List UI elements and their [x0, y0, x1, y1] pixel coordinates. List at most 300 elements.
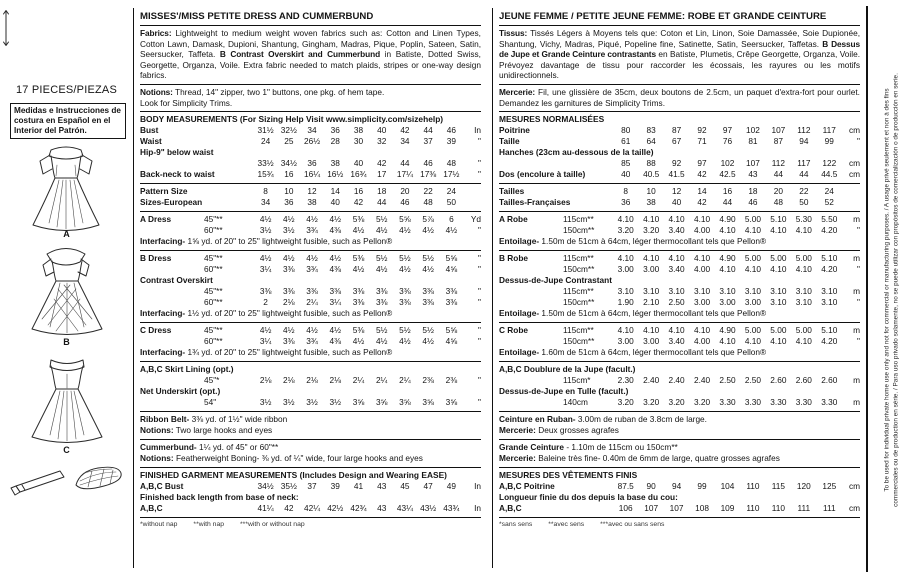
cell-value: 34: [400, 136, 410, 147]
cell-value: 120: [796, 481, 811, 492]
cell-value: 4½: [445, 225, 458, 236]
cell-value: 48: [423, 197, 433, 208]
cell-value: 99: [824, 136, 834, 147]
measurement-table: [499, 251, 860, 323]
cell-value: 42: [353, 197, 364, 208]
table-row: [499, 325, 860, 336]
cell-value: 34½: [257, 481, 274, 492]
cell-value: 42: [377, 158, 387, 169]
cell-value: 112: [771, 158, 785, 169]
cell-value: 112: [797, 125, 811, 136]
cell-value: 5.00: [770, 253, 787, 264]
cell-value: 4½: [329, 253, 342, 264]
cell-value: 43: [377, 503, 387, 514]
paragraph: [140, 26, 481, 85]
pieces-count: 17 PIECES/PIEZAS: [15, 84, 118, 96]
measurement-table: [499, 323, 860, 362]
cell-value: 106: [618, 503, 633, 514]
table-row: [140, 147, 481, 158]
cell-value: 38: [307, 197, 317, 208]
measurement-table: [499, 112, 860, 184]
note-row: [140, 442, 481, 453]
cell-value: 4.90: [719, 325, 736, 336]
cell-value: 87: [773, 136, 783, 147]
cell-value: 36: [330, 125, 340, 136]
cell-value: 3.20: [617, 397, 634, 408]
table-heading: MESURES NORMALISÉES: [499, 114, 605, 125]
table-row: [499, 214, 860, 225]
row-sublabel: 150cm**: [563, 336, 595, 347]
table-heading: MESURES DES VÊTEMENTS FINIS: [499, 470, 638, 481]
table-row: [140, 503, 481, 514]
footnote-item: *sans sens: [499, 521, 533, 529]
note-row: [499, 425, 860, 436]
row-label: Hanches (23cm au-dessous de la taille): [499, 147, 654, 158]
table-row: [499, 136, 860, 147]
legal-vertical-note: [868, 0, 915, 580]
measurement-table: [140, 362, 481, 412]
french-column: [492, 8, 864, 568]
cell-value: 14: [330, 186, 340, 197]
cell-value: 24: [824, 186, 834, 197]
cell-value: 40: [377, 125, 387, 136]
unit-label: cm: [848, 125, 860, 136]
paragraph-line: Fabrics: Lightweight to medium weight woven fabrics such as: Cotton and Linen Types, Cotton Lawn, Damask, Dupioni, Shantung, Gingham, Madras, Pique, Poplin, Sateen, Satin, Seersucker, Taffeta. B Contrast Overskirt and Cummerbund in Batiste, Dotted Swiss, Georgette, Organza, Voile. Extra fabric needed to match plaids, stripes or one-way design fabrics.: [140, 28, 481, 81]
cell-value: 125: [822, 481, 837, 492]
cell-value: 2.60: [795, 375, 812, 386]
cell-value: 5.00: [795, 253, 812, 264]
cell-value: 38: [646, 197, 656, 208]
cell-value: 94: [799, 136, 809, 147]
cell-value: 2.60: [821, 375, 838, 386]
cell-value: 16½: [327, 169, 344, 180]
cell-value: 3⅜: [329, 286, 342, 297]
legal-line-2: commerciales ou de production en série. / Para uso privado solamente, no se puede utilizar con propósitos de comercialización o de producción en serie.: [891, 73, 899, 507]
row-label: Sizes-European: [140, 197, 203, 208]
view-label-b: B: [63, 337, 70, 347]
cell-value: 43½: [420, 503, 437, 514]
cell-value: 3.10: [668, 286, 685, 297]
cell-value: 2⅛: [259, 375, 272, 386]
sidebar: [0, 0, 133, 580]
cell-value: 28: [330, 136, 340, 147]
table-row: [499, 492, 860, 503]
cell-value: 3.00: [617, 336, 634, 347]
table-row: [499, 386, 860, 397]
unit-label: cm: [848, 169, 860, 180]
cell-value: 5⅜: [352, 325, 365, 336]
note-lead: Mercerie:: [499, 425, 536, 436]
cell-value: 3¼: [329, 297, 342, 308]
cell-value: 3⅜: [445, 297, 458, 308]
cell-value: 3½: [306, 397, 318, 408]
note-lead: Ribbon Belt-: [140, 414, 190, 425]
cell-value: 34: [260, 197, 271, 208]
cell-value: 5.10: [821, 325, 838, 336]
cell-value: 22: [423, 186, 433, 197]
cell-value: 38: [330, 158, 340, 169]
cell-value: 80: [621, 125, 631, 136]
row-label: Waist: [140, 136, 162, 147]
cell-value: 2⅛: [329, 375, 342, 386]
cell-value: 4.10: [617, 214, 634, 225]
cell-value: 6: [449, 214, 454, 225]
row-label: Bust: [140, 125, 159, 136]
paragraph-line: Mercerie: Fil, une glissière de 35cm, deux boutons de 2.5cm, un paquet d'extra-fort pour ourlet. Demandez les garnitures de Simplicity Trims.: [499, 86, 860, 108]
row-label: Back-neck to waist: [140, 169, 215, 180]
cell-value: 107: [644, 503, 659, 514]
row-label: C Dress: [140, 325, 172, 336]
table-row: [499, 264, 860, 275]
row-label: Dessus-de-Jupe en Tulle (facult.): [499, 386, 629, 397]
cell-value: 71: [697, 136, 707, 147]
cell-value: 3⅜: [445, 286, 458, 297]
measurement-table: [499, 468, 860, 518]
cell-value: 122: [822, 158, 837, 169]
cell-value: 16: [284, 169, 294, 180]
cell-value: 5.00: [744, 253, 762, 264]
cell-value: 40: [330, 197, 340, 208]
table-row: [140, 214, 481, 225]
cell-value: 3.10: [719, 286, 736, 297]
table-row: [140, 169, 481, 180]
unit-label: ": [478, 286, 481, 297]
cell-value: 4.10: [643, 214, 660, 225]
cell-value: 1.90: [617, 297, 634, 308]
cell-value: 17⅜: [420, 169, 437, 180]
cell-value: 5.10: [770, 214, 787, 225]
table-row: [140, 325, 481, 336]
cell-value: 92: [697, 125, 707, 136]
cell-value: 5.00: [770, 325, 787, 336]
cell-value: 31½: [257, 125, 274, 136]
cell-value: 3¼: [259, 264, 272, 275]
cell-value: 4⅜: [329, 336, 342, 347]
cell-value: 3⅜: [375, 286, 388, 297]
cell-value: 4.20: [821, 225, 838, 236]
cell-value: 42¾: [350, 503, 367, 514]
cell-value: 41: [353, 481, 364, 492]
cell-value: 26½: [303, 136, 321, 147]
cell-value: 2.50: [744, 375, 762, 386]
cell-value: 3.30: [744, 397, 762, 408]
cell-value: 44: [799, 169, 809, 180]
cell-value: 4½: [329, 214, 342, 225]
row-sublabel: 45"**: [204, 325, 223, 336]
row-sublabel: 54": [204, 397, 217, 408]
table-row: [499, 169, 860, 180]
footnote-item: **avec sens: [548, 521, 585, 529]
cell-value: 2.50: [719, 375, 736, 386]
cell-value: 99: [697, 481, 707, 492]
table-row: [499, 481, 860, 492]
row-sublabel: 60"**: [204, 264, 223, 275]
cell-value: 4.10: [643, 325, 660, 336]
cell-value: 97: [722, 125, 733, 136]
table-row: [140, 197, 481, 208]
cell-value: 111: [797, 503, 811, 514]
cell-value: 15¾: [257, 169, 274, 180]
cell-value: 4.10: [693, 325, 711, 336]
cell-value: 18: [748, 186, 758, 197]
row-label: A Robe: [499, 214, 528, 225]
row-sublabel: 150cm**: [563, 225, 595, 236]
row-label: A,B,C Bust: [140, 481, 184, 492]
unit-label: ": [857, 264, 860, 275]
measurement-table: [140, 440, 481, 468]
measurement-table: [499, 362, 860, 412]
table-row: [499, 503, 860, 514]
cell-value: 5⅝: [445, 325, 458, 336]
row-sublabel: 140cm: [563, 397, 588, 408]
note-row: [499, 308, 860, 319]
row-sublabel: 45"**: [204, 253, 223, 264]
cell-value: 43¾: [443, 503, 460, 514]
row-sublabel: 150cm**: [563, 297, 595, 308]
measurement-table: [499, 440, 860, 468]
table-row: [140, 136, 481, 147]
cell-value: 50: [446, 197, 456, 208]
table-row: [140, 364, 481, 375]
note-lead: Entoilage-: [499, 308, 540, 319]
cell-value: 3.10: [693, 286, 711, 297]
table-row: [140, 253, 481, 264]
cell-value: 3⅜: [259, 286, 272, 297]
unit-label: Yd: [470, 214, 481, 225]
cell-value: 3.10: [795, 297, 812, 308]
cell-value: 5½: [399, 253, 411, 264]
unit-label: cm: [848, 481, 860, 492]
cell-value: 3⅜: [399, 286, 411, 297]
unit-label: m: [853, 325, 860, 336]
measurement-table: [499, 412, 860, 440]
legal-line-1: To be used for individual private home use only and not for commercial or manufacturing purposes. / A usage privé seulement et non à des fins: [882, 88, 890, 492]
cell-value: 4½: [352, 225, 365, 236]
unit-label: ": [478, 158, 481, 169]
cell-value: 3.20: [693, 397, 711, 408]
cell-value: 4.10: [795, 264, 812, 275]
footnote-item: **with nap: [193, 521, 225, 529]
cell-value: 4½: [399, 225, 411, 236]
cell-value: 2¼: [306, 297, 318, 308]
table-row: [499, 225, 860, 236]
cell-value: 35½: [280, 481, 297, 492]
row-sublabel: 60"**: [204, 297, 223, 308]
cell-value: 3.40: [668, 336, 685, 347]
cell-value: 4.10: [693, 253, 711, 264]
cell-value: 110: [746, 481, 760, 492]
table-row: [140, 375, 481, 386]
cell-value: 3½: [329, 397, 342, 408]
cell-value: 5½: [375, 214, 388, 225]
table-row: [499, 253, 860, 264]
cell-value: 110: [771, 503, 785, 514]
table-row: [499, 286, 860, 297]
table-row: [140, 297, 481, 308]
note-text: Two large hooks and eyes: [173, 425, 273, 436]
cell-value: 52: [824, 197, 834, 208]
cell-value: 42: [284, 503, 294, 514]
cell-value: 42½: [327, 503, 344, 514]
row-label: Longueur finie du dos depuis la base du cou:: [499, 492, 678, 503]
note-row: [140, 414, 481, 425]
cell-value: 39: [446, 136, 456, 147]
dress-c-illustration: [19, 351, 115, 447]
note-lead: Entoilage-: [499, 347, 540, 358]
row-sublabel: 45"**: [204, 286, 223, 297]
table-row: [499, 336, 860, 347]
cell-value: 88: [646, 158, 656, 169]
note-text: 1.50m de 51cm à 64cm, léger thermocollant tels que Pellon®: [539, 308, 767, 319]
cell-value: 20: [773, 186, 783, 197]
measurement-table: [140, 412, 481, 440]
note-row: [140, 347, 481, 358]
cell-value: 48: [446, 158, 456, 169]
cell-value: 5.00: [795, 325, 812, 336]
measurement-table: [140, 212, 481, 251]
table-row: [140, 275, 481, 286]
cell-value: 4½: [399, 336, 411, 347]
cell-value: 2⅛: [306, 375, 318, 386]
unit-label: ": [478, 225, 481, 236]
cell-value: 2.40: [693, 375, 711, 386]
cell-value: 4½: [375, 336, 388, 347]
cell-value: 3.20: [617, 225, 634, 236]
row-label: A Dress: [140, 214, 172, 225]
unit-label: m: [853, 286, 860, 297]
cell-value: 4.90: [719, 214, 736, 225]
paragraph: [140, 85, 481, 112]
cell-value: 30: [353, 136, 364, 147]
cell-value: 46: [446, 125, 456, 136]
cell-value: 4.10: [617, 253, 634, 264]
cell-value: 87.5: [617, 481, 634, 492]
note-lead: Mercerie:: [499, 453, 536, 464]
row-label: Tailles: [499, 186, 525, 197]
note-lead: Notions:: [140, 425, 174, 436]
row-label: Taille: [499, 136, 520, 147]
cell-value: 36: [307, 158, 317, 169]
column-title: JEUNE FEMME / PETITE JEUNE FEMME: ROBE ET GRANDE CEINTURE: [499, 11, 860, 26]
cell-value: 3⅜: [283, 336, 295, 347]
cell-value: 94: [671, 481, 682, 492]
row-label: A,B,C: [140, 503, 163, 514]
cell-value: 14: [697, 186, 707, 197]
paragraph: [499, 26, 860, 85]
cell-value: 3⅝: [352, 397, 365, 408]
table-row: [499, 397, 860, 408]
paragraph: [499, 85, 860, 112]
cell-value: 3⅜: [352, 297, 365, 308]
cell-value: 87: [671, 125, 682, 136]
cell-value: 4.00: [693, 336, 711, 347]
cell-value: 3⅜: [375, 297, 388, 308]
note-lead: Interfacing-: [140, 347, 186, 358]
cell-value: 42.5: [719, 169, 736, 180]
cell-value: 97: [697, 158, 707, 169]
row-sublabel: 115cm*: [563, 375, 591, 386]
note-text: 1.60m de 51cm à 64cm, léger thermocollant tels que Pellon®: [539, 347, 767, 358]
cell-value: 5.50: [821, 214, 838, 225]
cell-value: 8: [263, 186, 268, 197]
cell-value: 12: [671, 186, 682, 197]
note-text: - 1.10m de 115cm ou 150cm**: [564, 442, 678, 453]
cell-value: 2: [263, 297, 268, 308]
note-lead: Interfacing-: [140, 236, 186, 247]
cell-value: 3.30: [770, 397, 787, 408]
cell-value: 76: [722, 136, 733, 147]
cell-value: 25: [284, 136, 294, 147]
cell-value: 3.20: [643, 225, 660, 236]
cell-value: 117: [797, 158, 811, 169]
cell-value: 46: [423, 158, 433, 169]
unit-label: ": [478, 253, 481, 264]
table-row: [140, 481, 481, 492]
cell-value: 36: [284, 197, 294, 208]
cell-value: 4.10: [643, 253, 660, 264]
row-sublabel: 45"*: [204, 375, 220, 386]
cell-value: 4.10: [693, 214, 711, 225]
cell-value: 4½: [259, 253, 272, 264]
cell-value: 40: [671, 197, 682, 208]
cell-value: 4½: [259, 325, 272, 336]
table-row: [499, 147, 860, 158]
row-label: Finished back length from base of neck:: [140, 492, 299, 503]
note-lead: Ceinture en Ruban-: [499, 414, 576, 425]
cell-value: 3¾: [306, 264, 318, 275]
cell-value: 107: [669, 503, 684, 514]
cell-value: 43: [377, 481, 387, 492]
row-label: B Dress: [140, 253, 172, 264]
cell-value: 42: [697, 169, 707, 180]
unit-label: ": [857, 297, 860, 308]
cell-value: 4.10: [719, 264, 736, 275]
cell-value: 17¼: [396, 169, 414, 180]
cell-value: 4.00: [693, 225, 711, 236]
row-label: Dos (encolure à taille): [499, 169, 586, 180]
table-row: [140, 225, 481, 236]
cell-value: 2.60: [770, 375, 787, 386]
cell-value: 36: [621, 197, 631, 208]
cell-value: 3.20: [668, 397, 685, 408]
cell-value: 44: [773, 169, 783, 180]
cell-value: 50: [799, 197, 809, 208]
measurement-table: [140, 112, 481, 184]
cell-value: 48: [773, 197, 783, 208]
cell-value: 2.40: [668, 375, 685, 386]
row-label: A,B,C Poitrine: [499, 481, 555, 492]
cell-value: 44.5: [821, 169, 838, 180]
cell-value: 3.30: [821, 397, 838, 408]
accessory-illustrations: [0, 459, 133, 506]
note-text: 3.00m de ruban de 3.8cm de large.: [575, 414, 707, 425]
footnote-item: ***avec ou sans sens: [600, 521, 665, 529]
cell-value: 3.30: [795, 397, 812, 408]
cell-value: 5½: [375, 253, 388, 264]
row-sublabel: 115cm**: [563, 325, 594, 336]
cell-value: 4½: [422, 225, 434, 236]
cell-value: 43¼: [396, 503, 414, 514]
cell-value: 8: [623, 186, 629, 197]
cell-value: 5½: [422, 253, 434, 264]
table-row: [499, 125, 860, 136]
cell-value: 4⅝: [445, 336, 458, 347]
cell-value: 44: [400, 158, 410, 169]
table-row: [140, 264, 481, 275]
cell-value: 4.10: [668, 325, 685, 336]
cell-value: 4.10: [668, 214, 685, 225]
cell-value: 47: [423, 481, 433, 492]
